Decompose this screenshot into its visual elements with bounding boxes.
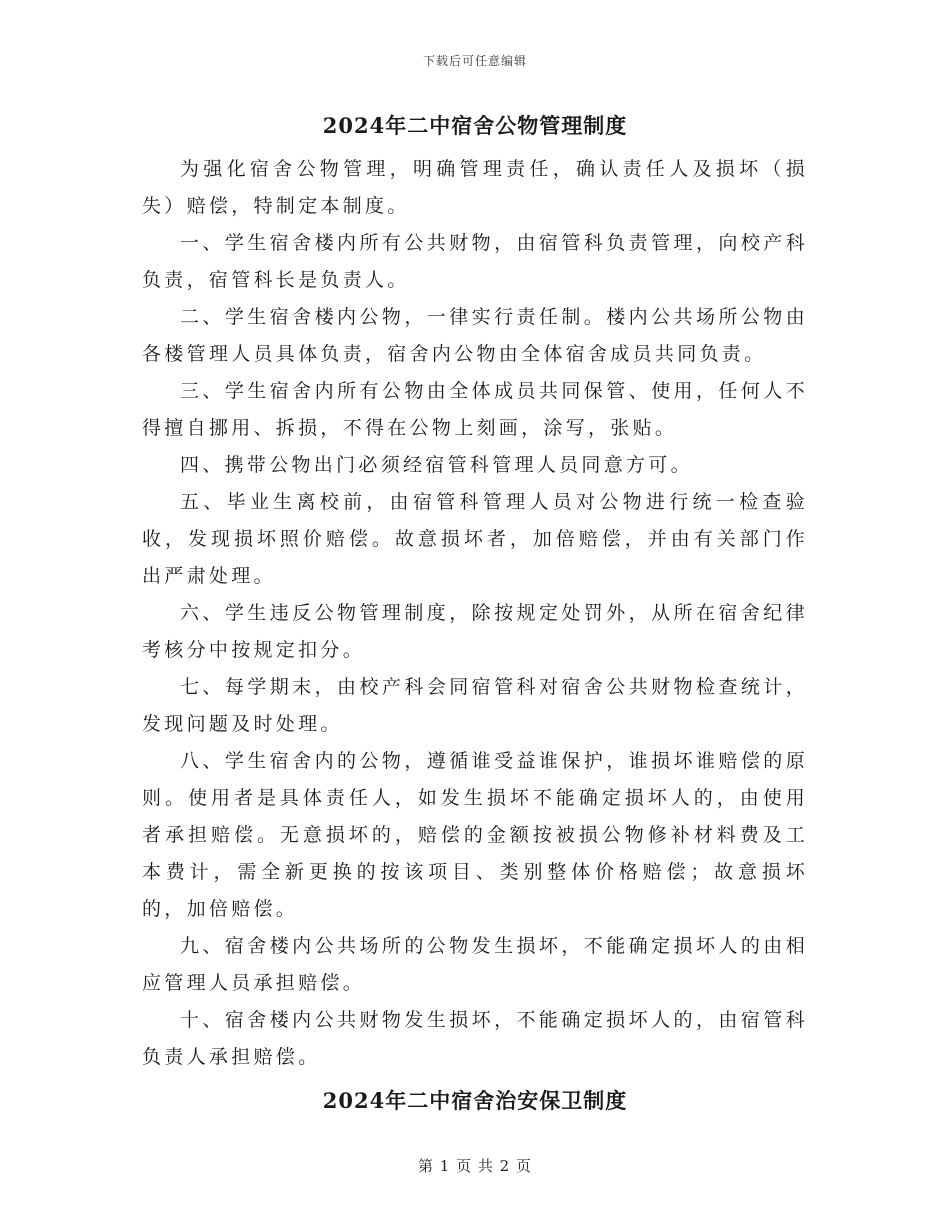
paragraph-intro: 为强化宿舍公物管理，明确管理责任，确认责任人及损坏（损失）赔偿，特制定本制度。	[142, 158, 808, 217]
document-body	[142, 112, 808, 1115]
paragraph-item-10: 十、宿舍楼内公共财物发生损坏，不能确定损坏人的，由宿管科负责人承担赔偿。	[142, 1009, 808, 1068]
paragraph-item-8: 八、学生宿舍内的公物，遵循谁受益谁保护，谁损坏谁赔偿的原则。使用者是具体责任人，如发生损坏不能确定损坏人的，由使用者承担赔偿。无意损坏的，赔偿的金额按被损公物修补材料费及工本费计，需全新更换的按该项目、类别整体价格赔偿；故意损坏的，加倍赔偿。	[142, 750, 808, 920]
paragraph-item-1: 一、学生宿舍楼内所有公共财物，由宿管科负责管理，向校产科负责，宿管科长是负责人。	[142, 232, 808, 291]
paragraph-item-9: 九、宿舍楼内公共场所的公物发生损坏，不能确定损坏人的由相应管理人员承担赔偿。	[142, 935, 808, 994]
paragraph-item-6: 六、学生违反公物管理制度，除按规定处罚外，从所在宿舍纪律考核分中按规定扣分。	[142, 602, 808, 661]
page-number: 第 1 页 共 2 页	[418, 1157, 532, 1175]
paragraph-item-2: 二、学生宿舍楼内公物，一律实行责任制。楼内公共场所公物由各楼管理人员具体负责，宿舍内公物由全体宿舍成员共同负责。	[142, 306, 808, 365]
next-section-title: 2024年二中宿舍治安保卫制度	[322, 1088, 628, 1113]
header-note: 下载后可任意编辑	[422, 54, 527, 68]
paragraph-item-4: 四、携带公物出门必须经宿管科管理人员同意方可。	[180, 454, 693, 476]
paragraph-item-7: 七、每学期末，由校产科会同宿管科对宿舍公共财物检查统计，发现问题及时处理。	[142, 676, 808, 735]
document-title: 2024年二中宿舍公物管理制度	[322, 113, 628, 138]
paragraph-item-3: 三、学生宿舍内所有公物由全体成员共同保管、使用，任何人不得擅自挪用、拆损，不得在公物上刻画，涂写，张贴。	[142, 380, 808, 439]
paragraph-item-5: 五、毕业生离校前，由宿管科管理人员对公物进行统一检查验收，发现损坏照价赔偿。故意损坏者，加倍赔偿，并由有关部门作出严肃处理。	[142, 491, 808, 587]
